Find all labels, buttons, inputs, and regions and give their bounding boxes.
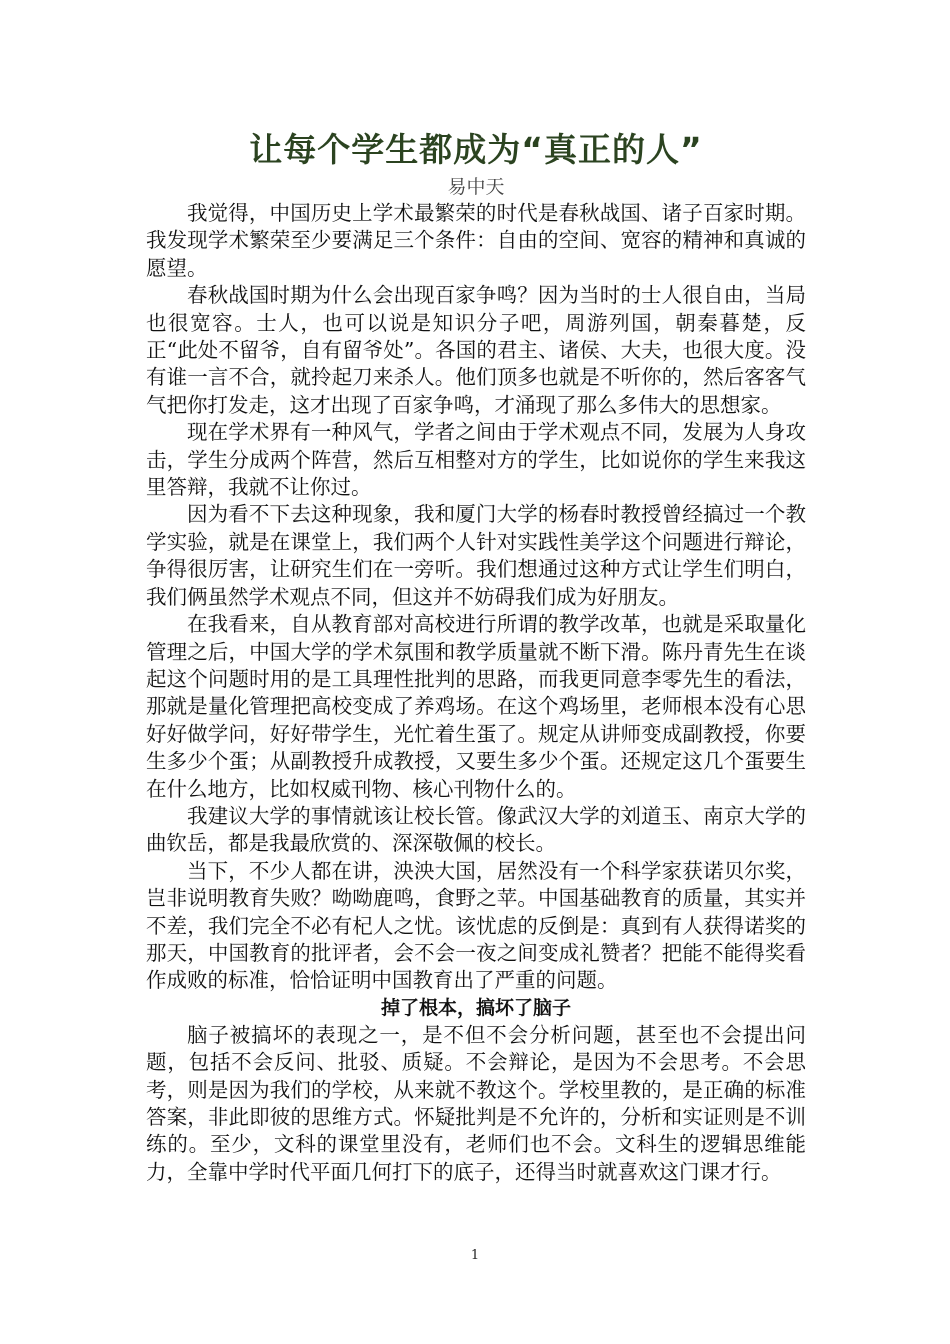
document-page <box>146 126 806 1186</box>
body-paragraph: 因为看不下去这种现象，我和厦门大学的杨春时教授曾经搞过一个教学实验，就是在课堂上，我们两个人针对实践性美学这个问题进行辩论，争得很厉害，让研究生们在一旁听。我们想通过这种方式让学生们明白，我们俩虽然学术观点不同，但这并不妨碍我们成为好朋友。 <box>146 502 806 609</box>
body-paragraph: 在我看来，自从教育部对高校进行所谓的教学改革，也就是采取量化管理之后，中国大学的学术氛围和教学质量就不断下滑。陈丹青先生在谈起这个问题时用的是工具理性批判的思路，而我更同意李零先生的看法，那就是量化管理把高校变成了养鸡场。在这个鸡场里，老师根本没有心思好好做学问，好好带学生，光忙着生蛋了。规定从讲师变成副教授，你要生多少个蛋；从副教授升成教授，又要生多少个蛋。还规定这几个蛋要生在什么地方，比如权威刊物、核心刊物什么的。 <box>146 612 806 801</box>
author-name: 易中天 <box>447 176 505 198</box>
body-paragraph: 我建议大学的事情就该让校长管。像武汉大学的刘道玉、南京大学的曲钦岳，都是我最欣赏的、深深敬佩的校长。 <box>146 803 806 856</box>
body-paragraph: 当下，不少人都在讲，泱泱大国，居然没有一个科学家获诺贝尔奖，岂非说明教育失败？呦呦鹿鸣，食野之苹。中国基础教育的质量，其实并不差，我们完全不必有杞人之忧。该忧虑的反倒是：真到有人获得诺奖的那天，中国教育的批评者，会不会一夜之间变成礼赞者？把能不能得奖看作成败的标准，恰恰证明中国教育出了严重的问题。 <box>146 858 806 993</box>
page-number: 1 <box>470 1248 480 1263</box>
body-paragraph: 我觉得，中国历史上学术最繁荣的时代是春秋战国、诸子百家时期。我发现学术繁荣至少要满足三个条件：自由的空间、宽容的精神和真诚的愿望。 <box>146 201 806 280</box>
body-paragraph: 春秋战国时期为什么会出现百家争鸣？因为当时的士人很自由，当局也很宽容。士人，也可以说是知识分子吧，周游列国，朝秦暮楚，反正“此处不留爷，自有留爷处”。各国的君主、诸侯、大夫，也很大度。没有谁一言不合，就拎起刀来杀人。他们顶多也就是不听你的，然后客客气气把你打发走，这才出现了百家争鸣，才涌现了那么多伟大的思想家。 <box>146 283 806 417</box>
body-paragraph: 脑子被搞坏的表现之一，是不但不会分析问题，甚至也不会提出问题，包括不会反问、批驳、质疑。不会辩论，是因为不会思考。不会思考，则是因为我们的学校，从来就不教这个。学校里教的，是正确的标准答案，非此即彼的思维方式。怀疑批判是不允许的，分析和实证则是不训练的。至少，文科的课堂里没有，老师们也不会。文科生的逻辑思维能力，全靠中学时代平面几何打下的底子，还得当时就喜欢这门课才行。 <box>146 1022 806 1184</box>
body-paragraph: 现在学术界有一种风气，学者之间由于学术观点不同，发展为人身攻击，学生分成两个阵营，然后互相整对方的学生，比如说你的学生来我这里答辩，我就不让你过。 <box>146 420 806 500</box>
section-subheading: 掉了根本，搞坏了脑子 <box>380 996 571 1019</box>
document-title: 让每个学生都成为“真正的人” <box>249 130 703 169</box>
